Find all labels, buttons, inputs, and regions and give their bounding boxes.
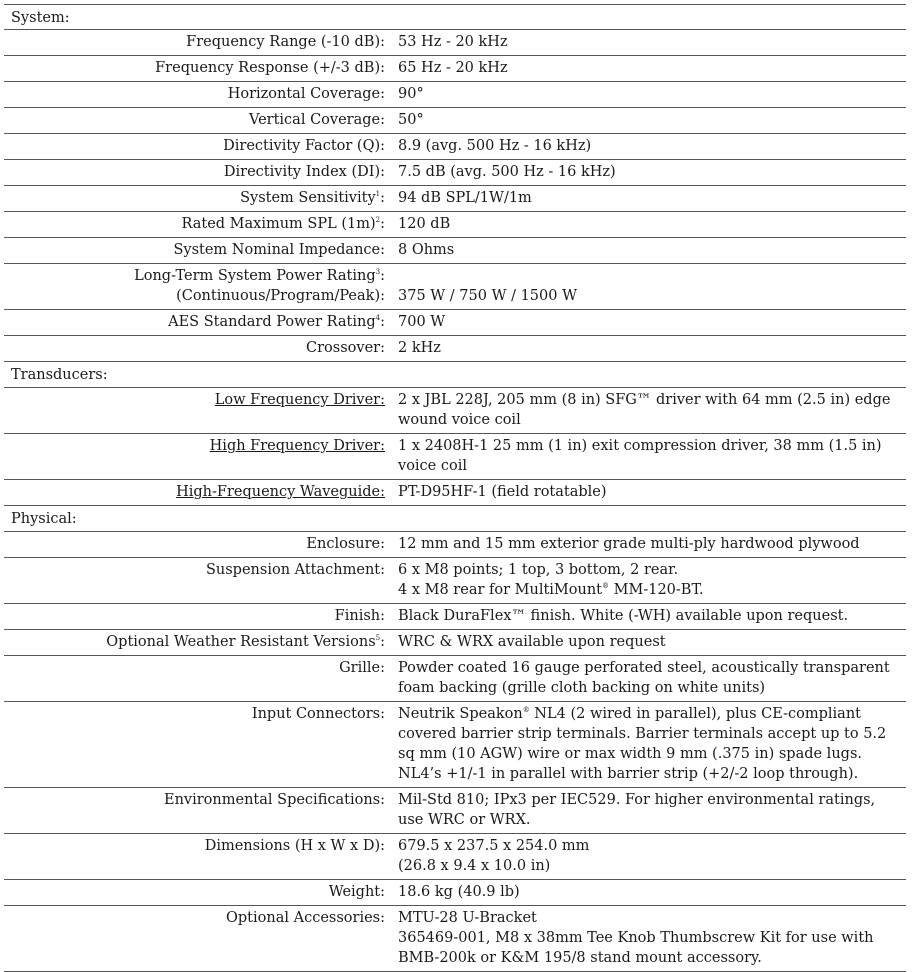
registered-mark: ®: [602, 582, 610, 591]
spec-label: Suspension Attachment:: [205, 562, 385, 578]
spec-value: 18.6 kg (40.9 lb): [398, 884, 520, 900]
spec-value: [385, 834, 906, 879]
spec-row-optional-accessories: [4, 906, 906, 972]
spec-label: Dimensions (H x W x D):: [204, 838, 385, 854]
spec-row-frequency-range: [4, 30, 906, 56]
section-header-system: System:: [4, 4, 906, 30]
spec-row-grille: [4, 656, 906, 702]
spec-value: 7.5 dB (avg. 500 Hz - 16 kHz): [398, 164, 616, 180]
spec-row-environmental: [4, 788, 906, 834]
spec-label: Grille:: [339, 660, 385, 676]
spec-value: PT-D95HF-1 (field rotatable): [398, 484, 607, 500]
spec-value: WRC & WRX available upon request: [398, 634, 666, 650]
spec-value: 65 Hz - 20 kHz: [398, 60, 508, 76]
spec-row-horizontal-coverage: [4, 82, 906, 108]
spec-row-frequency-response: [4, 56, 906, 82]
footnote-marker: 1: [375, 190, 381, 199]
spec-label: [4, 186, 385, 211]
spec-label: [4, 310, 385, 335]
value-line-1: 6 x M8 points; 1 top, 3 bottom, 2 rear.: [398, 562, 679, 578]
footnote-marker: 5: [375, 634, 381, 643]
value-line-2: 365469-001, M8 x 38mm Tee Knob Thumbscrew Kit for use with BMB-200k or K&M 195/8 stand mount accessory.: [398, 930, 874, 966]
spec-label: Frequency Response (+/-3 dB):: [155, 60, 385, 76]
spec-value: 2 kHz: [398, 340, 441, 356]
spec-sheet: [4, 4, 906, 972]
spec-row-weather-resistant: [4, 630, 906, 656]
spec-label: Input Connectors:: [251, 706, 385, 722]
value-line-2: [398, 580, 898, 600]
spec-value: 2 x JBL 228J, 205 mm (8 in) SFG™ driver with 64 mm (2.5 in) edge wound voice coil: [398, 392, 891, 428]
spec-value: 120 dB: [398, 216, 451, 232]
spec-value: [385, 906, 906, 971]
spec-value: 50°: [398, 112, 424, 128]
spec-label: Enclosure:: [306, 536, 385, 552]
spec-label: Frequency Range (-10 dB):: [186, 34, 385, 50]
spec-value: Black DuraFlex™ finish. White (-WH) available upon request.: [398, 608, 849, 624]
label-suffix: :: [380, 314, 385, 330]
spec-label: Directivity Index (DI):: [223, 164, 385, 180]
spec-row-rated-max-spl: [4, 212, 906, 238]
value-line-1: MTU-28 U-Bracket: [398, 910, 537, 926]
spec-label: System Nominal Impedance:: [173, 242, 385, 258]
spec-label: Finish:: [334, 608, 385, 624]
spec-row-long-term-power: [4, 264, 906, 310]
section-header-physical: Physical:: [4, 506, 906, 532]
spec-label: Vertical Coverage:: [248, 112, 385, 128]
spec-value: [385, 702, 906, 787]
value-text: Neutrik Speakon: [398, 706, 523, 722]
spec-label: Horizontal Coverage:: [227, 86, 385, 102]
spec-label: [4, 212, 385, 237]
spec-value: 53 Hz - 20 kHz: [398, 34, 508, 50]
registered-mark: ®: [522, 706, 530, 715]
spec-row-enclosure: [4, 532, 906, 558]
spec-label-link[interactable]: Low Frequency Driver:: [214, 392, 385, 408]
spec-value: 94 dB SPL/1W/1m: [398, 190, 532, 206]
label-text: Optional Weather Resistant Versions: [106, 634, 376, 650]
spec-row-crossover: [4, 336, 906, 362]
spec-value: 375 W / 750 W / 1500 W: [398, 288, 577, 304]
label-suffix: :: [380, 190, 385, 206]
label-text: Rated Maximum SPL (1m): [181, 216, 376, 232]
label-line-1: [4, 266, 385, 286]
spec-label: Crossover:: [306, 340, 385, 356]
spec-row-input-connectors: [4, 702, 906, 788]
label-suffix: :: [380, 268, 385, 284]
value-line-2: (26.8 x 9.4 x 10.0 in): [398, 858, 551, 874]
spec-value: 8.9 (avg. 500 Hz - 16 kHz): [398, 138, 592, 154]
spec-value: 90°: [398, 86, 424, 102]
value-text: NL4 (2 wired in parallel), plus CE-compliant covered barrier strip terminals. Barrier terminals accept up to 5.2 sq mm (10 AGW) wire or max width 9 mm (.375 in) spade lugs. NL4’s +1/-1 in parallel with barrier strip (+2/-2 loop through).: [398, 706, 887, 782]
section-header-transducers: Transducers:: [4, 362, 906, 388]
value-text: MM-120-BT.: [609, 582, 704, 598]
spec-row-hf-waveguide: [4, 480, 906, 506]
spec-row-dimensions: [4, 834, 906, 880]
spec-row-aes-power: [4, 310, 906, 336]
spec-row-system-sensitivity: [4, 186, 906, 212]
footnote-marker: 4: [375, 314, 381, 323]
spec-row-directivity-factor: [4, 134, 906, 160]
spec-row-high-frequency-driver: [4, 434, 906, 480]
spec-label-link[interactable]: High Frequency Driver:: [209, 438, 385, 454]
spec-value: 1 x 2408H-1 25 mm (1 in) exit compression driver, 38 mm (1.5 in) voice coil: [398, 438, 882, 474]
spec-label: [4, 264, 385, 309]
label-suffix: :: [380, 634, 385, 650]
spec-label: Environmental Specifications:: [164, 792, 385, 808]
spec-value: Mil-Std 810; IPx3 per IEC529. For higher environmental ratings, use WRC or WRX.: [398, 792, 876, 828]
footnote-marker: 2: [375, 216, 381, 225]
spec-row-vertical-coverage: [4, 108, 906, 134]
spec-row-nominal-impedance: [4, 238, 906, 264]
spec-value: [385, 558, 906, 603]
label-text: AES Standard Power Rating: [168, 314, 376, 330]
spec-value: Powder coated 16 gauge perforated steel, acoustically transparent foam backing (grille cloth backing on white units): [398, 660, 890, 696]
value-line-1: 679.5 x 237.5 x 254.0 mm: [398, 838, 590, 854]
spec-value: 8 Ohms: [398, 242, 455, 258]
spec-label: Optional Accessories:: [226, 910, 385, 926]
spec-row-low-frequency-driver: [4, 388, 906, 434]
spec-row-directivity-index: [4, 160, 906, 186]
spec-value: 700 W: [398, 314, 446, 330]
spec-value: 12 mm and 15 mm exterior grade multi-ply hardwood plywood: [398, 536, 860, 552]
label-line-2: (Continuous/Program/Peak):: [176, 288, 385, 304]
footnote-marker: 3: [375, 268, 381, 277]
spec-row-finish: [4, 604, 906, 630]
label-text: System Sensitivity: [240, 190, 376, 206]
spec-label: [4, 630, 385, 655]
spec-label-link[interactable]: High-Frequency Waveguide:: [176, 484, 385, 500]
spec-label: Weight:: [328, 884, 385, 900]
spec-row-suspension-attachment: [4, 558, 906, 604]
label-suffix: :: [380, 216, 385, 232]
spec-row-weight: [4, 880, 906, 906]
value-text: 4 x M8 rear for MultiMount: [398, 582, 603, 598]
label-text: Long-Term System Power Rating: [134, 268, 376, 284]
spec-label: Directivity Factor (Q):: [223, 138, 385, 154]
